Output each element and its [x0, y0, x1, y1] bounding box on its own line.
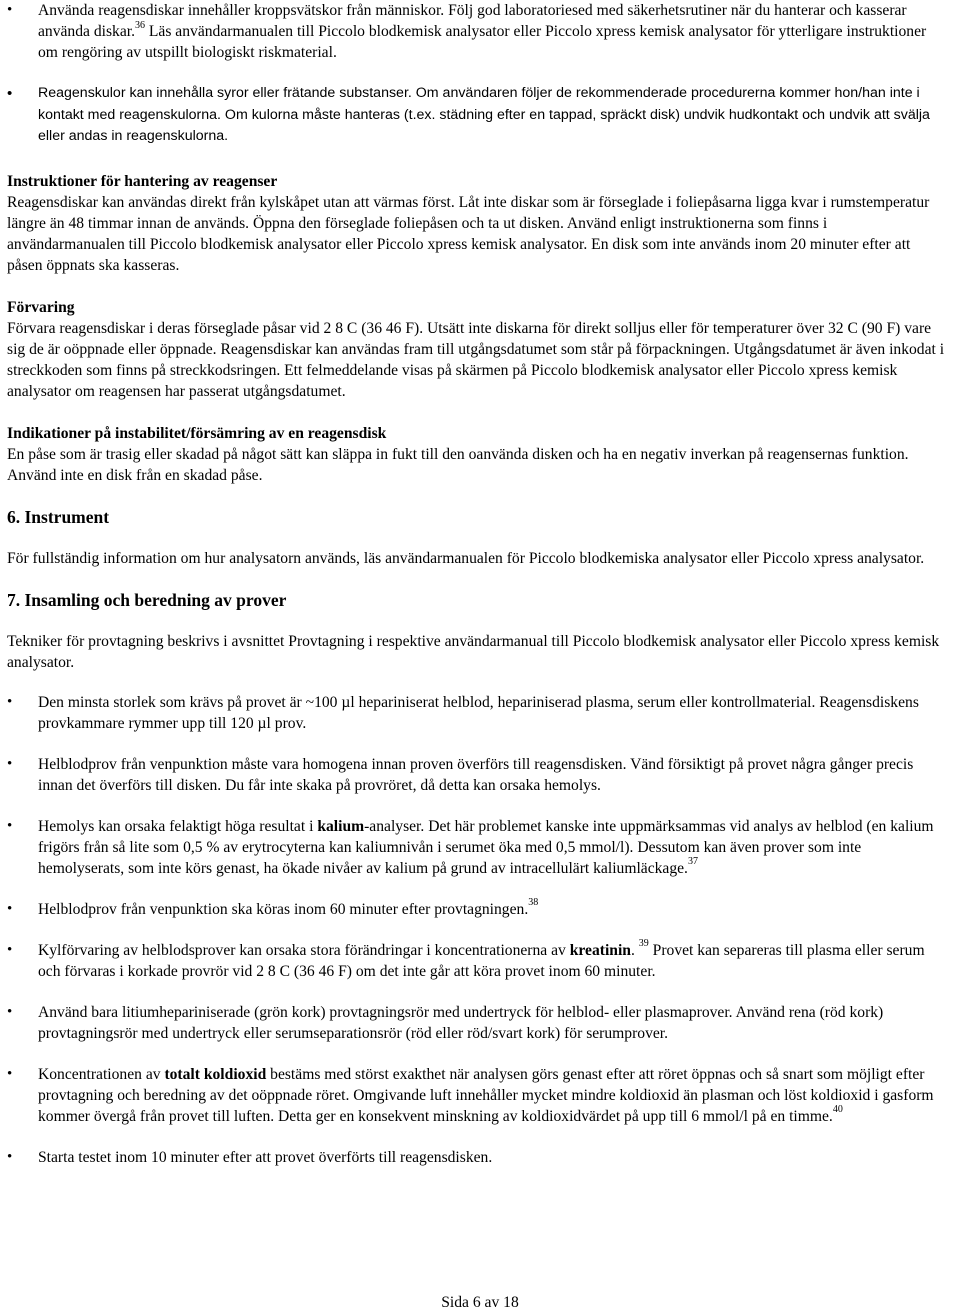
- text-run: Reagenskulor kan innehålla syror eller frätande substanser. Om användaren följer de rekommenderade procedurerna kommer hon/han inte i kontakt med reagenskulorna. Om kulorna måste hanteras (t.ex. städning efter en tappad, spräckt disk) undvik hudkontakt och undvik att svälja eller andas in reagenskulorna.: [38, 85, 930, 144]
- list-item: [7, 940, 945, 982]
- text-run: Använd bara litiumhepariniserade (grön kork) provtagningsrör med undertryck för helblod- eller plasmaprover. Använd rena (röd kork) provtagningsrör med undertryck eller serumseparationsrör (röd eller röd/svart kork) för serumprover.: [38, 1003, 884, 1042]
- section-text: Förvara reagensdiskar i deras förseglade påsar vid 2 8 C (36 46 F). Utsätt inte diskarna för direkt solljus eller för temperaturer över 32 C (90 F) vare sig de är oöppnade eller öppnade. Reagensdiskar kan användas fram till utgångsdatumet som står på förpackningen. Utgångsdatumet är även inkodat i streckkoden som finns på streckkodsringen. Ett felmeddelande visas på skärmen på Piccolo blodkemisk analysator eller Piccolo xpress kemisk analysator om reagensen har passerat utgångsdatumet.: [7, 319, 945, 400]
- top-bullet-list: [7, 0, 945, 148]
- footnote-ref: 40: [832, 1104, 843, 1116]
- text-run: Starta testet inom 10 minuter efter att provet överförts till reagensdisken.: [38, 1148, 493, 1166]
- list-item: [7, 816, 945, 879]
- section-7: [7, 590, 945, 673]
- list-item: [7, 692, 945, 734]
- section-text: Tekniker för provtagning beskrivs i avsnittet Provtagning i respektive användarmanual till Piccolo blodkemisk analysator eller Piccolo xpress kemisk analysator.: [7, 632, 940, 671]
- bold-term: kreatinin: [569, 941, 631, 959]
- section-text: En påse som är trasig eller skadad på något sätt kan släppa in fukt till den oanvända disken och ha en negativ inverkan på reagensernas funktion. Använd inte en disk från en skadad påse.: [7, 445, 909, 484]
- sample-bullet-list: [7, 692, 945, 1168]
- bold-term: kalium: [317, 817, 365, 835]
- footnote-ref: 39: [638, 938, 649, 950]
- list-item: [7, 754, 945, 796]
- section-heading: Instruktioner för hantering av reagenser: [7, 172, 278, 190]
- text-run: Helblodprov från venpunktion måste vara homogena innan proven överförs till reagensdisken. Vänd försiktigt på provet några gånger precis innan det överförs till disken. Du får inte skaka på provröret, då detta kan orsaka hemolys.: [38, 755, 914, 794]
- instability-section: [7, 423, 945, 486]
- section-6: [7, 507, 945, 569]
- footnote-ref: 38: [528, 897, 539, 909]
- text-run: Helblodprov från venpunktion ska köras inom 60 minuter efter provtagningen.: [38, 900, 529, 918]
- bold-term: totalt koldioxid: [164, 1065, 267, 1083]
- handling-section: [7, 171, 945, 276]
- list-item: [7, 83, 945, 148]
- text-run: Provet kan separeras till plasma eller serum och förvaras i korkade provrör vid 2 8 C (36 46 F) om det inte går att köra provet inom 60 minuter.: [38, 941, 925, 980]
- text-run: Koncentrationen av: [38, 1065, 165, 1083]
- section-heading: 6. Instrument: [7, 506, 110, 527]
- text-run: -analyser. Det här problemet kanske inte uppmärksammas vid analys av helblod (en kalium frigörs från så lite som 0,5 % av erytrocyterna kan kaliumnivån i serumet öka med 0,5 mmol/l). Dessutom kan även prover som inte hemolyserats, som inte körs genast, ha ökade nivåer av kalium på grund av intracellulärt kaliumläckage.: [38, 817, 934, 877]
- list-item: [7, 1002, 945, 1044]
- text-run: Den minsta storlek som krävs på provet är ~100 µl hepariniserat helblod, hepariniserad plasma, serum eller kontrollmaterial. Reagensdiskens provkammare rymmer upp till 120 µl prov.: [38, 693, 919, 732]
- text-run: .: [630, 941, 639, 959]
- page-number: Sida 6 av 18: [441, 1294, 519, 1311]
- document-page: [7, 0, 945, 1168]
- list-item: [7, 0, 945, 63]
- section-text: För fullständig information om hur analysatorn används, läs användarmanualen för Piccolo blodkemiska analysator eller Piccolo xpress analysator.: [7, 549, 925, 567]
- footnote-ref: 37: [687, 856, 698, 868]
- section-heading: Förvaring: [7, 298, 75, 316]
- text-run: Kylförvaring av helblodsprover kan orsaka stora förändringar i koncentrationerna av: [38, 941, 570, 959]
- footnote-ref: 36: [135, 19, 145, 31]
- text-run: bestäms med störst exakthet när analysen görs genast efter att röret öppnas och så snart som möjligt efter provtagning och beredning av det oöppnade röret. Omgivande luft innehåller mycket mindre koldioxid än plasman och löst koldioxid i gasform kommer övergå från provet till luften. Detta ger en konsekvent minskning av koldioxidvärdet på upp till 6 mmol/l på en timme.: [38, 1065, 934, 1125]
- list-item: [7, 1147, 945, 1168]
- section-text: Reagensdiskar kan användas direkt från kylskåpet utan att värmas först. Låt inte diskar som är förseglade i foliepåsarna ligga kvar i rumstemperatur längre än 48 timmar innan de används. Öppna den förseglade foliepåsen och ta ut disken. Använd enligt instruktionerna som finns i användarmanualen till Piccolo blodkemisk analysator eller Piccolo xpress kemisk analysator. En disk som inte används inom 20 minuter efter att påsen öppnats ska kasseras.: [7, 193, 930, 274]
- section-heading: Indikationer på instabilitet/försämring av en reagensdisk: [7, 424, 387, 442]
- section-heading: 7. Insamling och beredning av prover: [7, 589, 287, 610]
- list-item: [7, 1064, 945, 1127]
- text-run: Hemolys kan orsaka felaktigt höga resultat i: [38, 817, 318, 835]
- storage-section: [7, 297, 945, 402]
- text-run: Läs användarmanualen till Piccolo blodkemisk analysator eller Piccolo xpress kemisk analysator för ytterligare instruktioner om rengöring av utspillt biologiskt riskmaterial.: [38, 23, 927, 61]
- list-item: [7, 899, 945, 920]
- text-run: Använda reagensdiskar innehåller kroppsvätskor från människor. Följ god laboratoriesed med säkerhetsrutiner när du hanterar och kasserar använda diskar.: [38, 2, 907, 40]
